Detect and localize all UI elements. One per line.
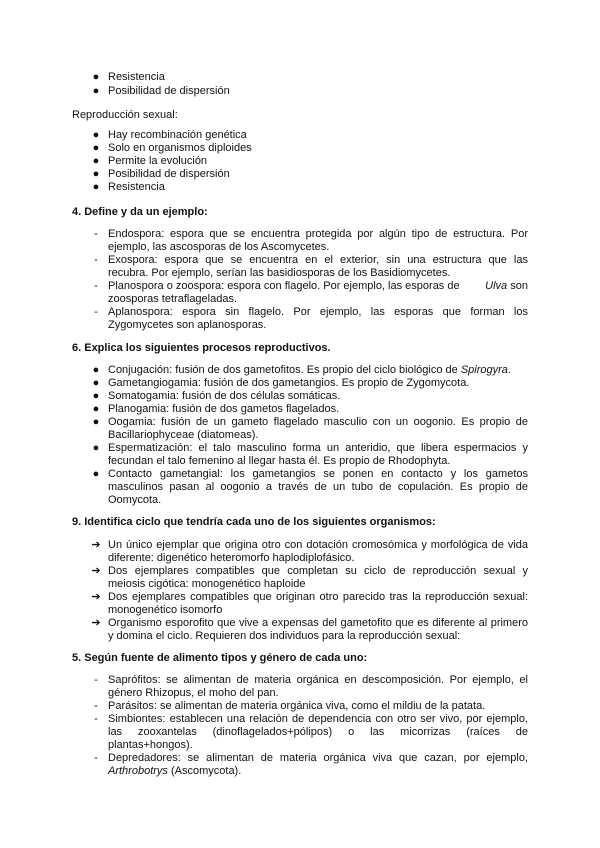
bullet-marker: ● — [92, 416, 100, 428]
list-item-line: plantas+hongos). — [108, 739, 193, 751]
list-item-line: Espermatización: el talo masculino forma un anteridio, que libera espermacios y — [108, 442, 528, 454]
bullet-marker: ● — [92, 364, 100, 376]
taxon-name: Arthrobotrys — [108, 765, 168, 777]
list-item-line: Bacillariophyceae (diatomeas). — [108, 429, 259, 441]
list-item-line: Gametangiogamia: fusión de dos gametangios. Es propio de Zygomycota. — [108, 377, 470, 389]
dash-marker: - — [94, 700, 98, 712]
bullet-marker: ● — [92, 390, 100, 402]
dash-marker: - — [94, 713, 98, 725]
dash-marker: - — [94, 752, 98, 764]
list-item-text: (Ascomycota). — [170, 765, 242, 777]
list-item-line: monogenético isomorfo — [108, 604, 223, 616]
list-item-line: Dos ejemplares compatibles que completan su ciclo de reproducción sexual y — [108, 565, 528, 577]
list-item-line: fecundan el talo femenino al llegar hasta él. Es propio de Rhodophyta. — [108, 455, 451, 467]
section-heading: 6. Explica los siguientes procesos reproductivos. — [72, 342, 331, 354]
list-item-line: Exospora: espora que se encuentra en el exterior, sin una estructura que las — [108, 254, 528, 266]
list-item: Permite la evolución — [108, 155, 208, 167]
bullet-marker: ● — [92, 403, 100, 415]
list-item-line: Un único ejemplar que origina otro con dotación cromosómica y morfológica de vida — [108, 539, 528, 551]
bullet-marker: ● — [92, 155, 100, 167]
bullet-marker: ● — [92, 85, 100, 97]
arrow-marker: ➔ — [91, 539, 101, 551]
list-item-line: Dos ejemplares compatibles que originan otro parecido tras la reproducción sexual: — [108, 591, 528, 603]
list-item-line: meiosis cigótica: monogenético haploide — [108, 578, 306, 590]
section-heading: 5. Según fuente de alimento tipos y género de cada uno: — [72, 652, 368, 664]
dash-marker: - — [94, 280, 98, 292]
list-item-text: son — [510, 280, 528, 292]
list-item: Resistencia — [108, 181, 165, 193]
dash-marker: - — [94, 674, 98, 686]
list-item-line: Saprófitos: se alimentan de materia orgánica en descomposición. Por ejemplo, el — [108, 674, 528, 686]
bullet-marker: ● — [92, 142, 100, 154]
arrow-marker: ➔ — [91, 617, 101, 629]
list-item-line: y domina el ciclo. Requieren dos individuos para la reproducción sexual: — [108, 630, 461, 642]
list-item-text: . — [507, 364, 511, 376]
list-item: Hay recombinación genética — [108, 129, 247, 141]
arrow-marker: ➔ — [91, 591, 101, 603]
taxon-name: Spirogyra — [460, 364, 508, 376]
list-item-line: las zooxantelas (dinoflagelados+pólipos) o las micorrizas (raíces de — [108, 726, 528, 738]
list-item: Resistencia — [108, 71, 165, 83]
list-item-line: Aplanospora: espora sin flagelo. Por ejemplo, las esporas que forman los — [108, 306, 528, 318]
list-item-text: Planospora o zoospora: espora con flagelo. Por ejemplo, las esporas de — [108, 280, 460, 292]
bullet-marker: ● — [92, 468, 100, 480]
dash-marker: - — [94, 228, 98, 240]
bullet-marker: ● — [92, 168, 100, 180]
list-item-line: Planogamia: fusión de dos gametos flagelados. — [108, 403, 340, 415]
bullet-marker: ● — [92, 377, 100, 389]
dash-marker: - — [94, 254, 98, 266]
list-item-line — [108, 364, 528, 377]
list-item-line: masculinos pasan al oogonio a través de un tubo de copulación. Es propio de — [108, 481, 528, 493]
list-item-line: diferente: digenético heteromorfo haplodiplofásico. — [108, 552, 355, 564]
dash-marker: - — [94, 306, 98, 318]
list-item: Solo en organismos diploides — [108, 142, 252, 154]
bullet-marker: ● — [92, 442, 100, 454]
list-item-line: género Rhizopus, el moho del pan. — [108, 687, 279, 699]
list-item: Posibilidad de dispersión — [108, 168, 230, 180]
list-item-line: recubra. Por ejemplo, serían las basidiosporas de los Basidiomycetes. — [108, 267, 451, 279]
list-item-line — [108, 765, 528, 778]
bullet-marker: ● — [92, 129, 100, 141]
list-item-line: Simbiontes: establecen una relación de dependencia con otro ser vivo, por ejemplo, — [108, 713, 528, 725]
bullet-marker: ● — [92, 181, 100, 193]
section-heading: 4. Define y da un ejemplo: — [72, 206, 208, 218]
list-item-line: Oogamia: fusión de un gameto flagelado masculio con un oogonio. Es propio de — [108, 416, 528, 428]
list-item-line: Oomycota. — [108, 494, 162, 506]
list-item-line: Depredadores: se alimentan de materia orgánica viva que cazan, por ejemplo, — [108, 752, 528, 764]
list-item-text: Conjugación: fusión de dos gametofitos. Es propio del ciclo biológico de — [108, 364, 458, 376]
list-item-line: Organismo esporofito que vive a expensas del gametofito que es diferente al primero — [108, 617, 528, 629]
list-item-line — [108, 280, 528, 293]
list-item-line: zoosporas tetraflageladas. — [108, 293, 238, 305]
list-item-line: Parásitos: se alimentan de materia orgánica viva, como el mildiu de la patata. — [108, 700, 486, 712]
arrow-marker: ➔ — [91, 565, 101, 577]
list-item-line: ejemplo, las ascosporas de los Ascomycetes. — [108, 241, 330, 253]
section-label: Reproducción sexual: — [72, 109, 178, 121]
list-item: Posibilidad de dispersión — [108, 85, 230, 97]
list-item-line: Endospora: espora que se encuentra protegida por algún tipo de estructura. Por — [108, 228, 528, 240]
taxon-name: Ulva — [485, 280, 508, 292]
section-heading: 9. Identifica ciclo que tendría cada uno de los siguientes organismos: — [72, 516, 436, 528]
list-item-line: Zygomycetes son aplanosporas. — [108, 319, 267, 331]
bullet-marker: ● — [92, 71, 100, 83]
list-item-line: Somatogamia: fusión de dos células somáticas. — [108, 390, 341, 402]
list-item-line: Contacto gametangial: los gametangios se ponen en contacto y los gametos — [108, 468, 528, 480]
